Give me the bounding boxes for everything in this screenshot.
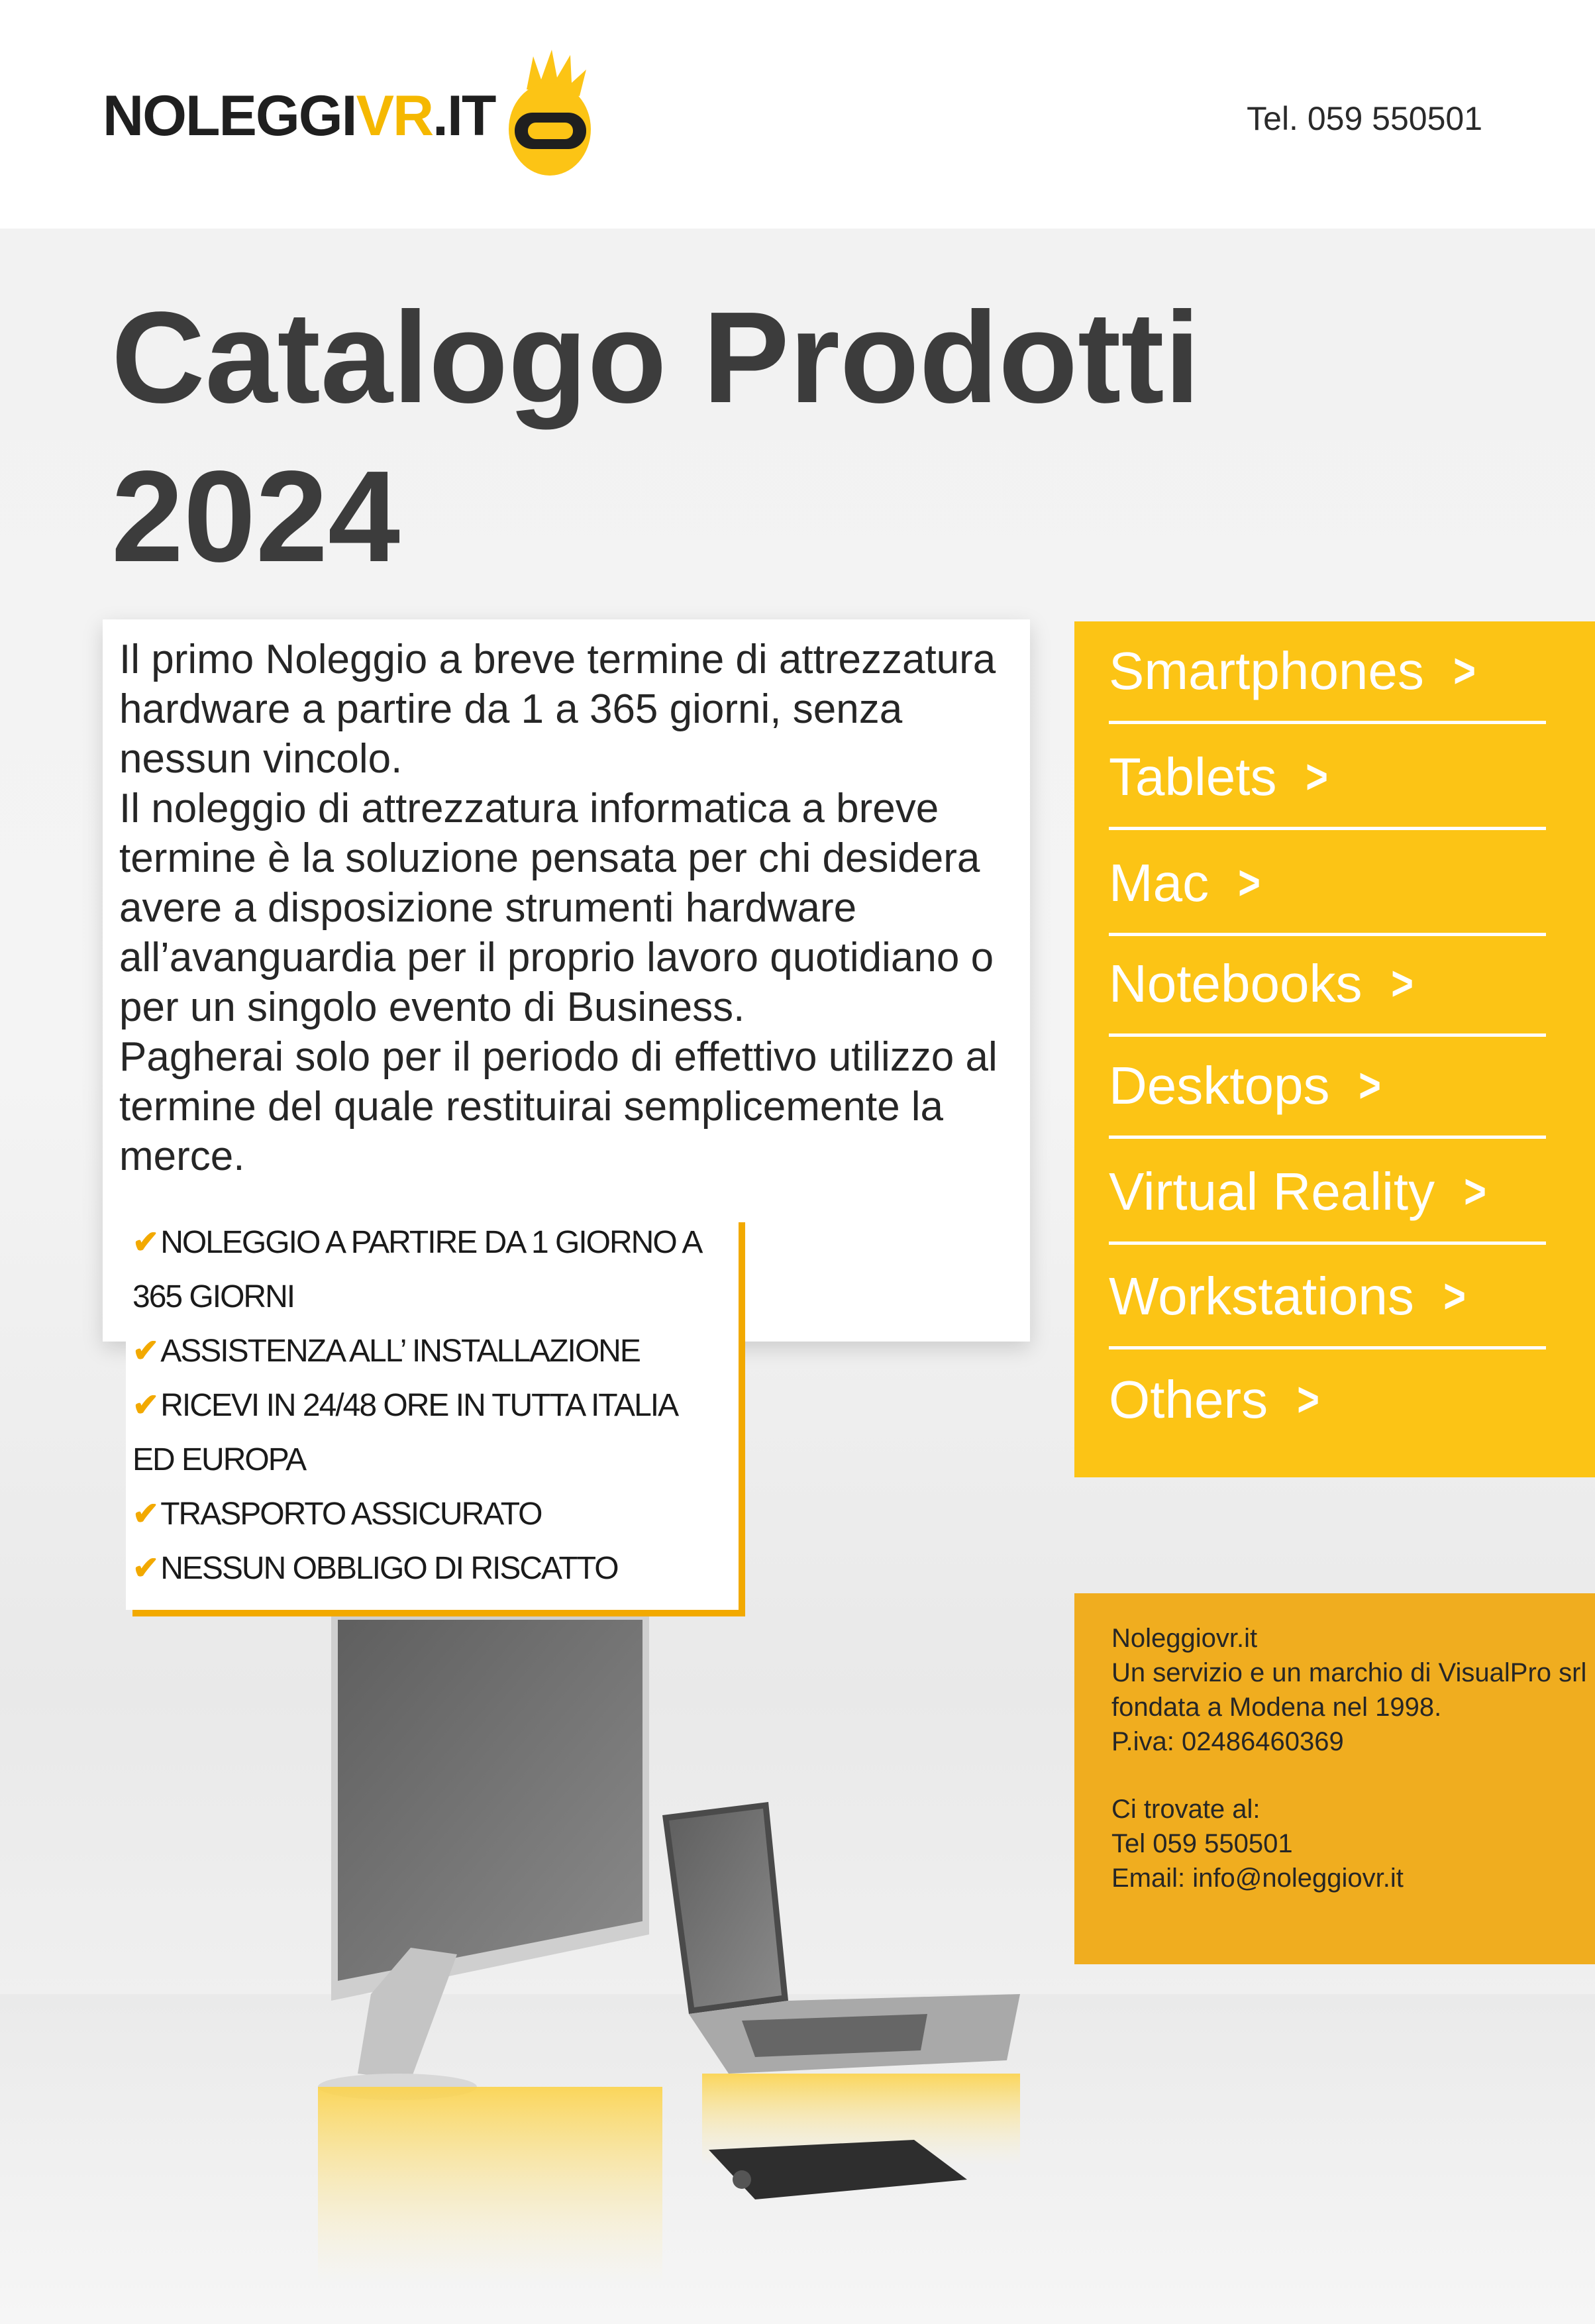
page-title: Catalogo Prodotti 2024	[111, 285, 1201, 589]
vr-mascot-icon	[500, 50, 599, 182]
check-icon: ✔	[132, 1497, 158, 1532]
intro-text	[119, 635, 1027, 1181]
feature-item: ✔NOLEGGIO A PARTIRE DA 1 GIORNO A 365 GIORNI	[132, 1225, 702, 1314]
category-tablets[interactable]: Tablets >	[1109, 727, 1546, 830]
features-list	[126, 1216, 739, 1610]
chevron-right-icon: >	[1443, 1270, 1466, 1323]
intro-paragraph: Pagherai solo per il periodo di effettivo utilizzo al termine del quale restituirai semplicemente la merce.	[119, 1034, 998, 1179]
company-details: Noleggiovr.it Un servizio e un marchio di VisualPro srl fondata a Modena nel 1998. P.iva: 02486460369	[1111, 1624, 1587, 1756]
intro-paragraph: Il primo Noleggio a breve termine di attrezzatura hardware a partire da 1 a 365 giorni, senza nessun vincolo.	[119, 637, 996, 782]
devices-illustration	[0, 1610, 1595, 2324]
category-notebooks[interactable]: Notebooks >	[1109, 934, 1546, 1037]
chevron-right-icon: >	[1464, 1165, 1486, 1218]
category-virtual-reality[interactable]: Virtual Reality >	[1109, 1142, 1546, 1245]
header	[0, 0, 1595, 229]
chevron-right-icon: >	[1453, 645, 1476, 698]
brand-logo[interactable]	[103, 50, 599, 182]
header-phone[interactable]: Tel. 059 550501	[1247, 100, 1482, 137]
category-workstations[interactable]: Workstations >	[1109, 1247, 1546, 1349]
check-icon: ✔	[132, 1334, 158, 1369]
chevron-right-icon: >	[1359, 1059, 1382, 1112]
feature-item: ✔ASSISTENZA ALL’ INSTALLAZIONE	[132, 1334, 640, 1369]
feature-item: ✔RICEVI IN 24/48 ORE IN TUTTA ITALIA ED EUROPA	[132, 1388, 678, 1477]
brand-wordmark: NOLEGGIVR.IT	[103, 83, 495, 148]
check-icon: ✔	[132, 1225, 158, 1260]
chevron-right-icon: >	[1238, 857, 1261, 910]
chevron-right-icon: >	[1297, 1373, 1319, 1426]
category-others[interactable]: Others >	[1109, 1370, 1319, 1429]
chevron-right-icon: >	[1391, 957, 1414, 1010]
company-contacts: Ci trovate al: Tel 059 550501 Email: info@noleggiovr.it	[1111, 1795, 1404, 1893]
category-desktops[interactable]: Desktops >	[1109, 1036, 1546, 1139]
feature-item: ✔NESSUN OBBLIGO DI RISCATTO	[132, 1551, 618, 1586]
intro-paragraph: Il noleggio di attrezzatura informatica a breve termine è la soluzione pensata per chi desidera avere a disposizione strumenti hardware all’avanguardia per il proprio lavoro quotidiano o per un singolo evento di Business.	[119, 786, 994, 1030]
category-smartphones[interactable]: Smartphones >	[1109, 621, 1546, 724]
check-icon: ✔	[132, 1388, 158, 1423]
category-mac[interactable]: Mac >	[1109, 833, 1546, 936]
category-menu	[1074, 621, 1595, 1477]
feature-item: ✔TRASPORTO ASSICURATO	[132, 1497, 542, 1532]
chevron-right-icon: >	[1306, 751, 1329, 804]
check-icon: ✔	[132, 1551, 158, 1586]
